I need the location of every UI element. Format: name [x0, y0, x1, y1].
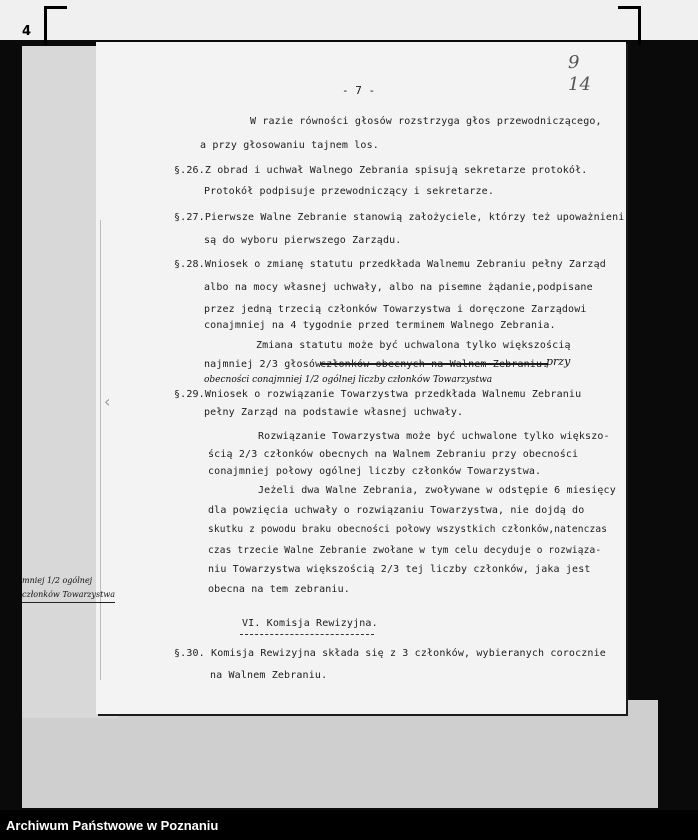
text-line: skutku z powodu braku obecności połowy wszystkich członków,natenczas [208, 524, 608, 535]
archive-foliation [568, 52, 591, 96]
text-line: dla powzięcia uchwały o rozwiązaniu Towarzystwa, nie dojdą do [208, 505, 585, 516]
foliation-number-1: 9 [568, 52, 580, 73]
text-line: albo na mocy własnej uchwały, albo na pisemne żądanie,podpisane [204, 282, 593, 293]
text-line: niu Towarzystwa większością 2/3 tej liczby członków, jaka jest [208, 564, 591, 575]
page-number: - 7 - [342, 84, 376, 97]
foliation-number-2: 14 [568, 74, 591, 95]
margin-note-line: mniej 1/2 ogólnej [22, 576, 93, 585]
heading-underline [240, 634, 374, 635]
text-line: na Walnem Zebraniu. [210, 670, 328, 681]
text-line: Jeżeli dwa Walne Zebrania, zwoływane w odstępie 6 miesięcy [258, 485, 616, 496]
text-line: pełny Zarząd na podstawie własnej uchwały. [204, 407, 464, 418]
text-line: czas trzecie Walne Zebranie zwołane w tym celu decyduje o rozwiąza- [208, 545, 602, 556]
text-line: najmniej 2/3 głosów [204, 359, 322, 370]
text-line: Zmiana statutu może być uchwalona tylko większością [256, 340, 571, 351]
text-line: są do wyboru pierwszego Zarządu. [204, 235, 402, 246]
struck-text: członków obecnych na Walnem Zebraniu. [320, 359, 549, 370]
chevron-left-icon: ‹ [104, 392, 111, 411]
handwritten-insert: przy [546, 355, 571, 368]
frame-corner-mark-right [618, 6, 641, 45]
text-line: ścią 2/3 członków obecnych na Walnem Zebraniu przy obecności [208, 449, 579, 460]
frame-number: 4 [22, 24, 32, 39]
archive-name: Archiwum Państwowe w Poznaniu [6, 818, 219, 833]
margin-handwritten-note [22, 574, 115, 603]
text-line: §.28.Wniosek o zmianę statutu przedkłada Walnemu Zebraniu pełny Zarząd [174, 259, 606, 270]
text-line: Protokół podpisuje przewodniczący i sekretarze. [204, 186, 495, 197]
text-line: §.27.Pierwsze Walne Zebranie stanowią założyciele, którzy też upoważnieni [174, 212, 625, 223]
text-line: §.26.Z obrad i uchwał Walnego Zebrania spisują sekretarze protokół. [174, 165, 588, 176]
frame-top-margin [0, 0, 698, 40]
text-line: obecna na tem zebraniu. [208, 584, 350, 595]
text-line: a przy głosowaniu tajnem los. [200, 140, 379, 151]
text-line: §.29.Wniosek o rozwiązanie Towarzystwa przedkłada Walnemu Zebraniu [174, 389, 582, 400]
text-line: Rozwiązanie Towarzystwa może być uchwalone tylko większo- [258, 431, 610, 442]
text-line: W razie równości głosów rozstrzyga głos przewodniczącego, [250, 116, 602, 127]
section-heading: VI. Komisja Rewizyjna. [242, 618, 378, 629]
text-line: conajmniej na 4 tygodnie przed terminem Walnego Zebrania. [204, 320, 556, 331]
margin-note-line: członków Towarzystwa [22, 590, 115, 599]
frame-corner-mark-left [44, 6, 67, 45]
text-line: przez jedną trzecią członków Towarzystwa i doręczone Zarządowi [204, 304, 587, 315]
page-fold-line [100, 220, 101, 680]
text-line: §.30. Komisja Rewizyjna składa się z 3 członków, wybieranych corocznie [174, 648, 606, 659]
handwritten-insert-line: obecności conajmniej 1/2 ogólnej liczby członków Towarzystwa [204, 375, 493, 385]
text-line: conajmniej połowy ogólnej liczby członków Towarzystwa. [208, 466, 542, 477]
